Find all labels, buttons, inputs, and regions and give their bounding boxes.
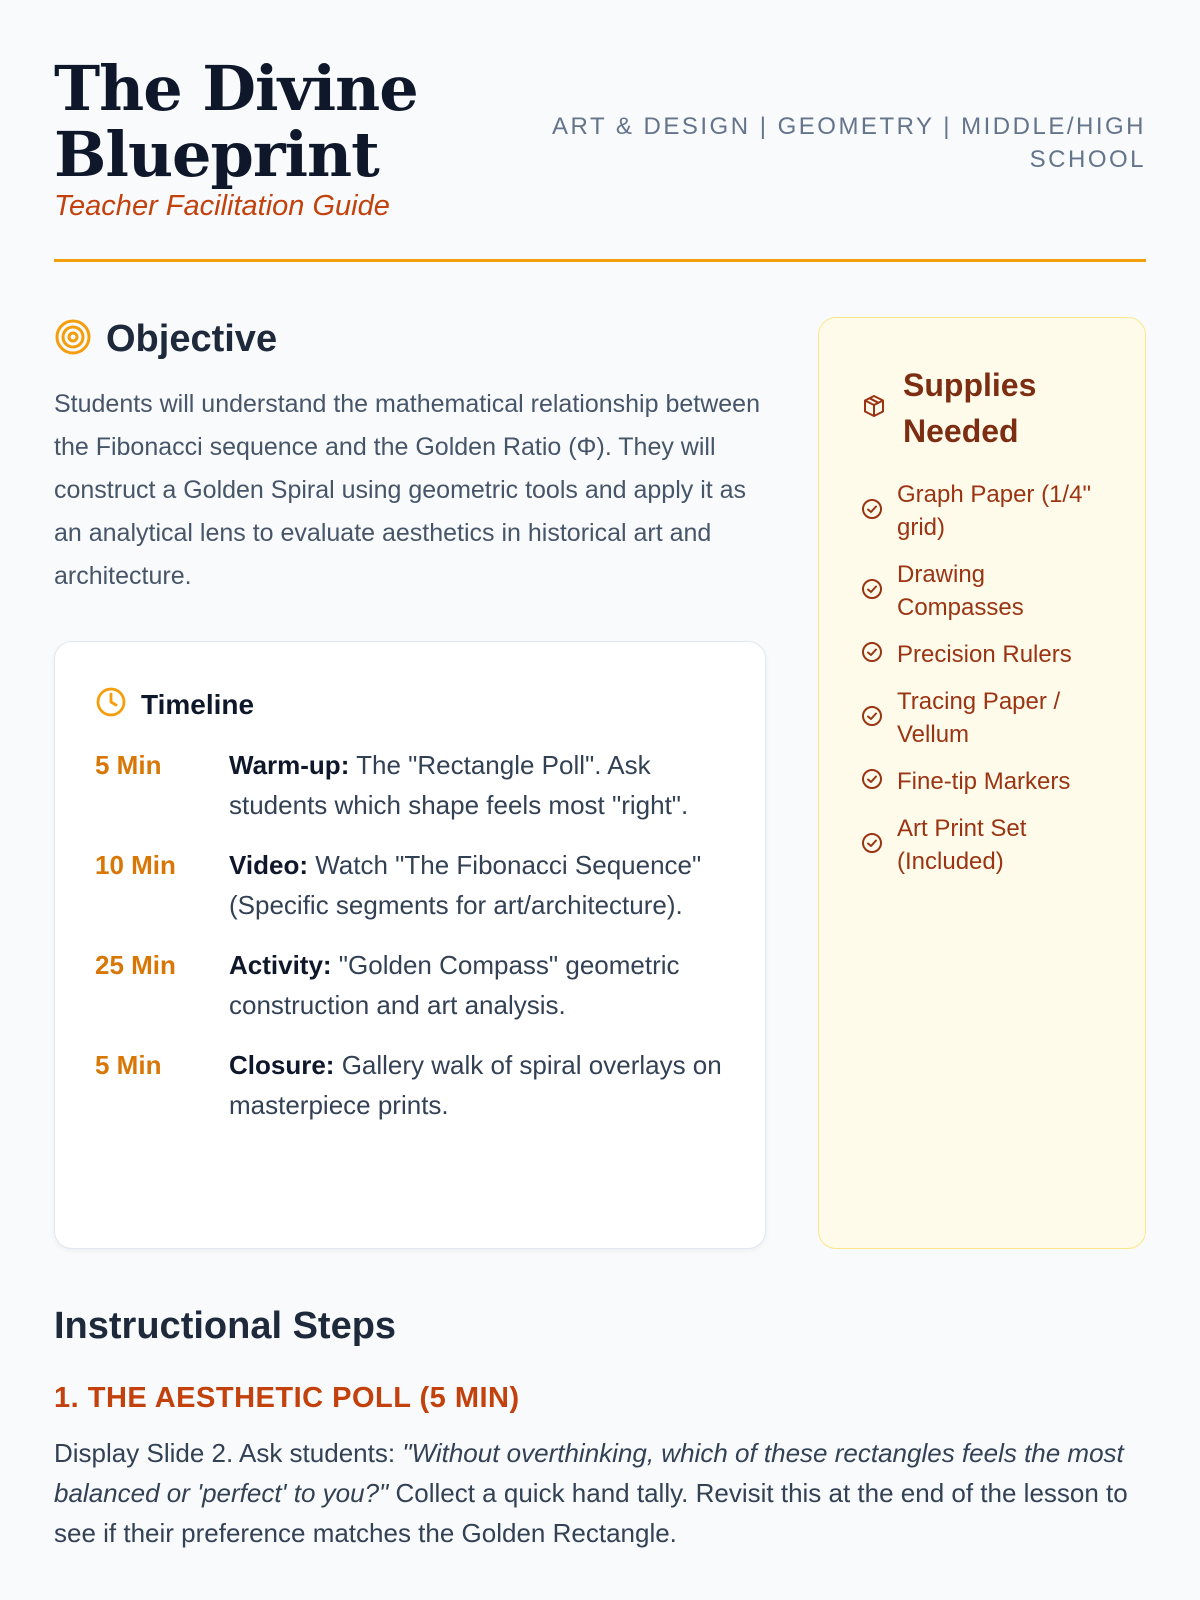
supply-item <box>861 478 1115 544</box>
timeline-card <box>54 641 766 1249</box>
objective-section <box>54 318 766 598</box>
step-rest: Collect a quick hand tally. Revisit this at the end of the lesson to see if their preference matches the Golden Rectangle. <box>54 1478 1128 1548</box>
box-icon <box>861 393 887 424</box>
timeline-description <box>229 945 725 1025</box>
check-circle-icon <box>861 705 883 732</box>
supply-label: Drawing Compasses <box>897 561 1024 621</box>
supply-item <box>861 558 1115 624</box>
supply-item <box>861 765 1115 798</box>
check-circle-icon <box>861 578 883 605</box>
objective-text: Students will understand the mathematical relationship between the Fibonacci sequence and the Golden Ratio (Φ). They will construct a Golden Spiral using geometric tools and apply it as an analytical lens to evaluate aesthetics in historical art and architecture. <box>54 390 760 590</box>
steps-heading: Instructional Steps <box>54 1305 397 1347</box>
timeline-text: "Golden Compass" geometric construction and art analysis. <box>229 950 680 1020</box>
clock-icon <box>95 686 127 723</box>
timeline-heading: Timeline <box>141 688 255 720</box>
supply-label: Tracing Paper / Vellum <box>897 688 1061 748</box>
supply-label: Art Print Set (Included) <box>897 815 1027 875</box>
timeline-label: Closure: <box>229 1050 335 1080</box>
timeline-row <box>95 1045 725 1125</box>
page-subtitle: Teacher Facilitation Guide <box>54 190 390 222</box>
timeline-text: Watch "The Fibonacci Sequence" (Specific segments for art/architecture). <box>229 850 702 920</box>
step-quote: "Without overthinking, which of these rectangles feels the most balanced or 'perfect' to you?" <box>54 1438 1124 1508</box>
page-title: The Divine Blueprint <box>54 52 418 191</box>
supplies-card <box>818 317 1146 1249</box>
supply-item <box>861 812 1115 878</box>
timeline-time: 25 Min <box>95 950 176 980</box>
subject-tags: ART & DESIGN | GEOMETRY | MIDDLE/HIGH SCHOOL <box>552 113 1146 173</box>
timeline-row <box>95 945 725 1025</box>
timeline-description <box>229 745 725 825</box>
step-title: 1. THE AESTHETIC POLL (5 MIN) <box>54 1382 520 1414</box>
page-header <box>54 52 1146 262</box>
step-text <box>54 1433 1146 1553</box>
timeline-time: 5 Min <box>95 1050 162 1080</box>
check-circle-icon <box>861 498 883 525</box>
supplies-list <box>861 478 1115 878</box>
timeline-list <box>95 745 725 1125</box>
target-icon <box>54 318 92 361</box>
timeline-time: 5 Min <box>95 750 162 780</box>
objective-heading: Objective <box>106 318 278 360</box>
timeline-text: The "Rectangle Poll". Ask students which shape feels most "right". <box>229 750 689 820</box>
check-circle-icon <box>861 641 883 668</box>
timeline-description <box>229 845 725 925</box>
instructional-steps-section <box>54 1305 1146 1553</box>
supply-item <box>861 638 1115 671</box>
supply-label: Fine-tip Markers <box>897 768 1071 795</box>
timeline-label: Video: <box>229 850 308 880</box>
check-circle-icon <box>861 768 883 795</box>
step-lead: Display Slide 2. Ask students: <box>54 1438 403 1468</box>
supply-item <box>861 685 1115 751</box>
check-circle-icon <box>861 832 883 859</box>
supplies-heading: Supplies Needed <box>903 367 1037 449</box>
timeline-label: Warm-up: <box>229 750 350 780</box>
supply-label: Precision Rulers <box>897 641 1072 668</box>
timeline-text: Gallery walk of spiral overlays on masterpiece prints. <box>229 1050 722 1120</box>
timeline-time: 10 Min <box>95 850 176 880</box>
timeline-row <box>95 845 725 925</box>
timeline-description <box>229 1045 725 1125</box>
timeline-row <box>95 745 725 825</box>
supply-label: Graph Paper (1/4" grid) <box>897 481 1091 541</box>
timeline-label: Activity: <box>229 950 332 980</box>
